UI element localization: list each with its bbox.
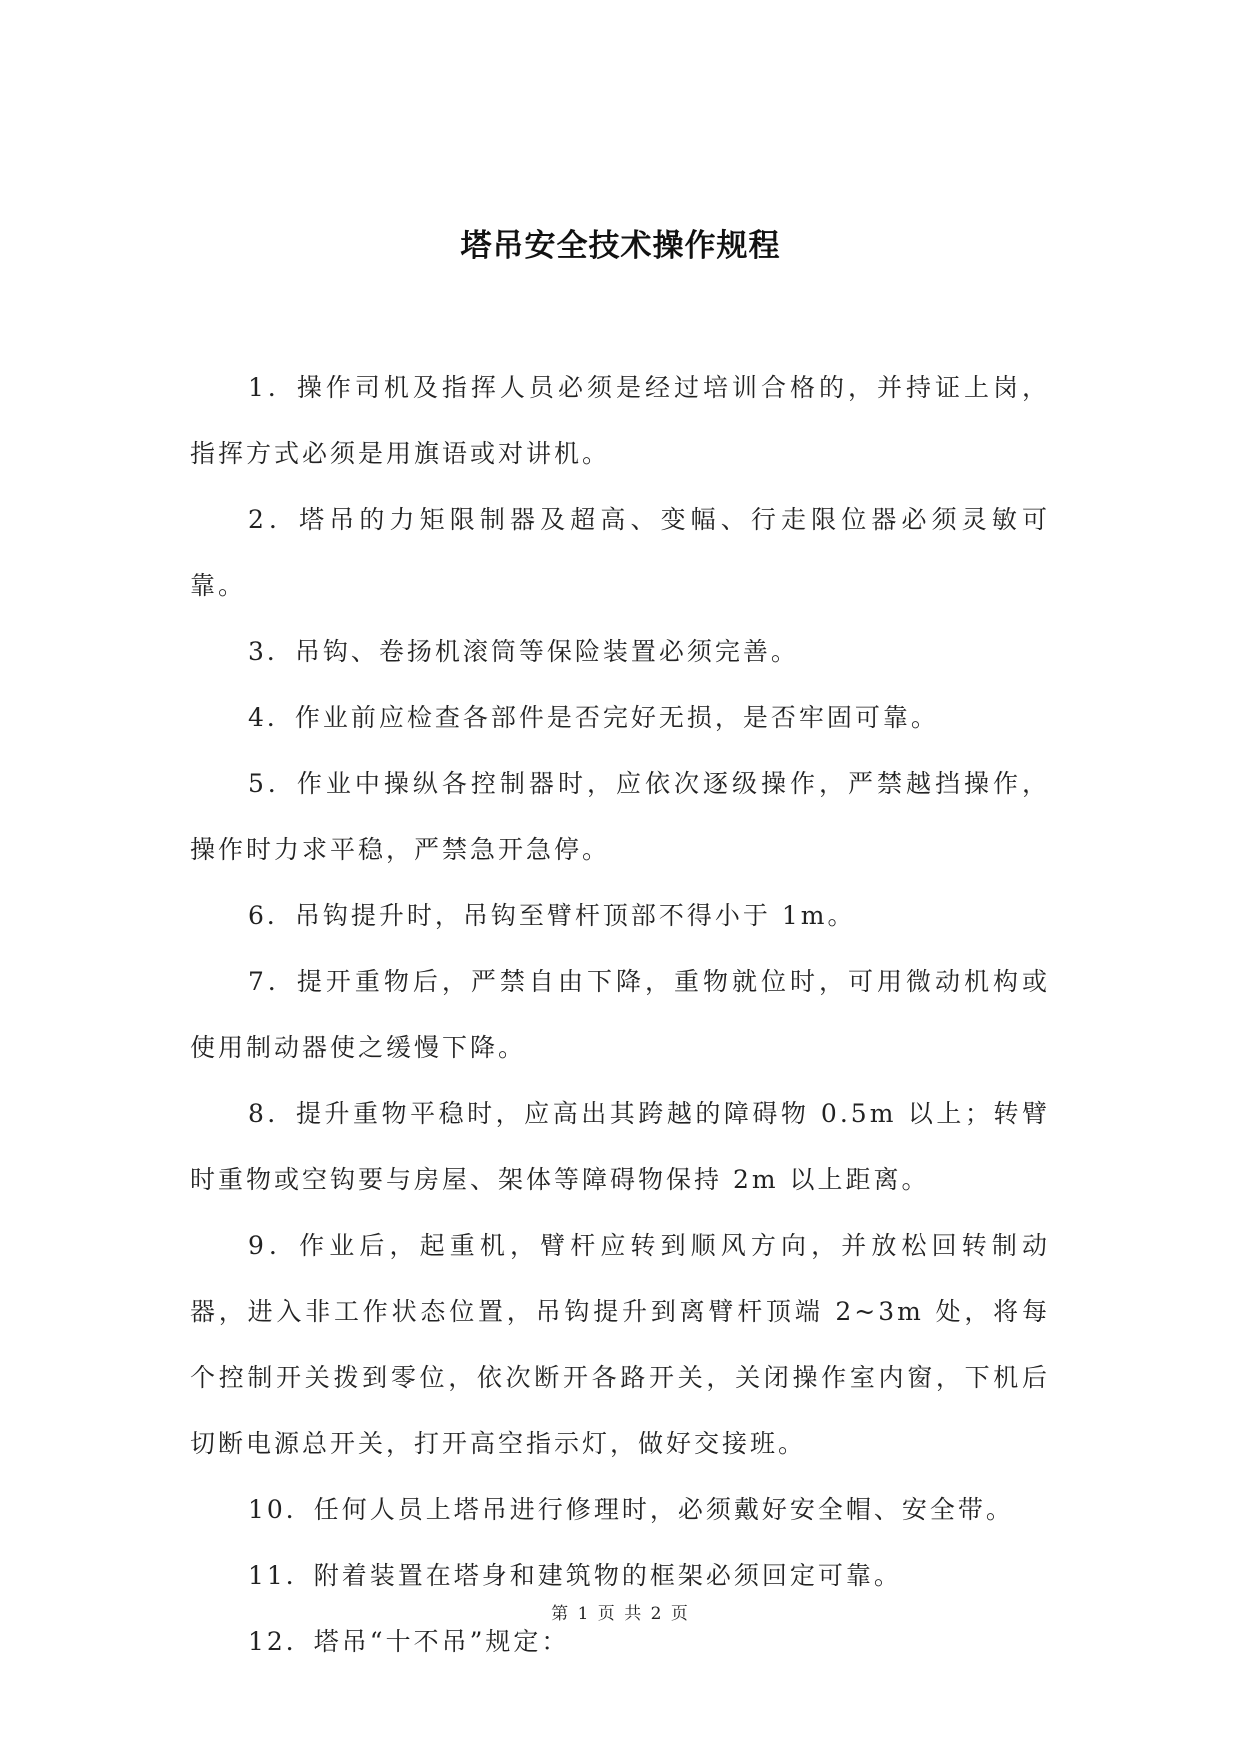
document-title: 塔吊安全技术操作规程	[460, 228, 781, 264]
paragraph-12: 12．塔吊“十不吊”规定：	[248, 1627, 570, 1656]
paragraph-6: 6．吊钩提升时，吊钩至臂杆顶部不得小于 1m。	[248, 901, 856, 930]
paragraph-3: 3．吊钩、卷扬机滚筒等保险装置必须完善。	[248, 637, 799, 666]
paragraph-4: 4．作业前应检查各部件是否完好无损，是否牢固可靠。	[248, 703, 939, 732]
paragraph-9: 9．作业后，起重机，臂杆应转到顺风方向，并放松回转制动器，进入非工作状态位置，吊钩提升到离臂杆顶端 2~3m 处，将每个控制开关拨到零位，依次断开各路开关，关闭操作室内窗，下机后切断电源总开关，打开高空指示灯，做好交接班。	[190, 1231, 1050, 1458]
page-number-footer: 第 1 页 共 2 页	[551, 1604, 690, 1624]
paragraph-8: 8．提升重物平稳时，应高出其跨越的障碍物 0.5m 以上；转臂时重物或空钩要与房屋、架体等障碍物保持 2m 以上距离。	[190, 1099, 1050, 1194]
paragraph-11: 11．附着装置在塔身和建筑物的框架必须回定可靠。	[248, 1561, 902, 1590]
document-body	[190, 355, 1050, 1675]
paragraph-7: 7．提开重物后，严禁自由下降，重物就位时，可用微动机构或使用制动器使之缓慢下降。	[190, 967, 1050, 1062]
paragraph-1: 1．操作司机及指挥人员必须是经过培训合格的，并持证上岗，指挥方式必须是用旗语或对讲机。	[190, 373, 1050, 468]
paragraph-5: 5．作业中操纵各控制器时，应依次逐级操作，严禁越挡操作，操作时力求平稳，严禁急开急停。	[190, 769, 1050, 864]
paragraph-10: 10．任何人员上塔吊进行修理时，必须戴好安全帽、安全带。	[248, 1495, 1014, 1524]
paragraph-2: 2．塔吊的力矩限制器及超高、变幅、行走限位器必须灵敏可靠。	[190, 505, 1050, 600]
